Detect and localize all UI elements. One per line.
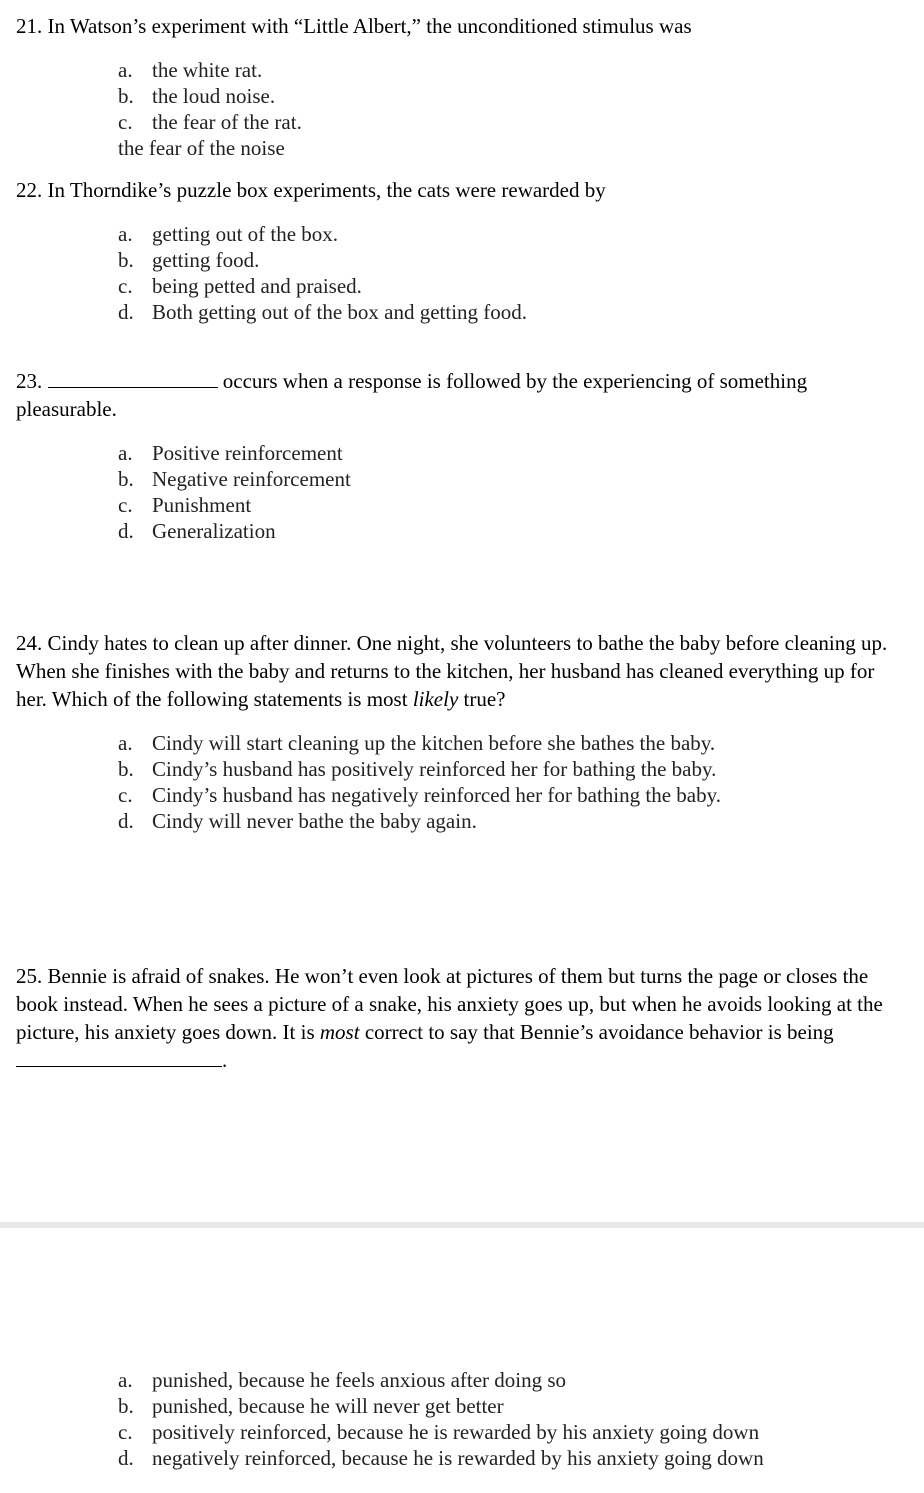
option-a[interactable]: a. Positive reinforcement	[118, 441, 343, 465]
option-a[interactable]: a. the white rat.	[118, 58, 263, 82]
question-23-stem	[16, 367, 898, 423]
question-text-end: .	[222, 1048, 228, 1072]
option-a[interactable]: a. getting out of the box.	[118, 222, 339, 246]
question-22-stem	[16, 176, 898, 204]
answer-blank	[48, 368, 218, 388]
question-text: In Thorndike’s puzzle box experiments, the cats were rewarded by	[47, 178, 606, 202]
option-b[interactable]: b. punished, because he will never get better	[118, 1394, 504, 1418]
question-text: Cindy hates to clean up after dinner. One night, she volunteers to bathe the baby before cleaning up. When she finishes with the baby and returns to the kitchen, her husband has cleaned everything up for her. Which of the following statements is most	[16, 631, 888, 711]
option-d[interactable]: d. Both getting out of the box and getting food.	[118, 300, 528, 324]
option-d[interactable]: d. Cindy will never bathe the baby again.	[118, 809, 477, 833]
question-24-stem	[16, 629, 898, 713]
emphasis-text: likely	[412, 687, 459, 711]
option-b[interactable]: b. getting food.	[118, 248, 260, 272]
question-text: In Watson’s experiment with “Little Albert,” the unconditioned stimulus was	[47, 14, 692, 38]
question-number: 21.	[16, 14, 43, 38]
option-a[interactable]: a. Cindy will start cleaning up the kitchen before she bathes the baby.	[118, 731, 716, 755]
option-d[interactable]: d. negatively reinforced, because he is rewarded by his anxiety going down	[118, 1446, 764, 1470]
option-c[interactable]: c. positively reinforced, because he is rewarded by his anxiety going down	[118, 1420, 760, 1444]
question-text: occurs when a response is followed by the experiencing of something pleasurable.	[16, 369, 808, 421]
option-d[interactable]: d. Generalization	[118, 519, 276, 543]
option-d-unlabeled[interactable]: the fear of the noise	[118, 136, 285, 160]
option-a[interactable]: a. punished, because he feels anxious after doing so	[118, 1368, 567, 1392]
page-break-divider	[0, 1222, 924, 1228]
option-c[interactable]: c. the fear of the rat.	[118, 110, 302, 134]
answer-blank	[16, 1047, 222, 1067]
question-number: 24.	[16, 631, 43, 655]
option-b[interactable]: b. Negative reinforcement	[118, 467, 351, 491]
option-c[interactable]: c. Cindy’s husband has negatively reinforced her for bathing the baby.	[118, 783, 721, 807]
emphasis-text: most	[319, 1020, 360, 1044]
question-22-options	[118, 221, 527, 325]
question-21-stem	[16, 12, 898, 40]
option-c[interactable]: c. Punishment	[118, 493, 252, 517]
question-21-options	[118, 57, 302, 135]
question-number: 23.	[16, 369, 43, 393]
option-c[interactable]: c. being petted and praised.	[118, 274, 362, 298]
question-25-stem	[16, 962, 898, 1074]
question-number: 25.	[16, 964, 43, 988]
question-24-options	[118, 730, 721, 834]
option-b[interactable]: b. the loud noise.	[118, 84, 276, 108]
question-25-options	[118, 1367, 764, 1471]
question-text-continued: correct to say that Bennie’s avoidance behavior is being	[364, 1020, 834, 1044]
question-text: Bennie is afraid of snakes. He won’t even look at pictures of them but turns the page or closes the book instead. When he sees a picture of a snake, his anxiety goes up, but when he avoids looking at the picture, his anxiety goes down. It is	[16, 964, 883, 1044]
question-number: 22.	[16, 178, 43, 202]
question-text-end: true?	[463, 687, 506, 711]
option-b[interactable]: b. Cindy’s husband has positively reinforced her for bathing the baby.	[118, 757, 717, 781]
question-23-options	[118, 440, 351, 544]
